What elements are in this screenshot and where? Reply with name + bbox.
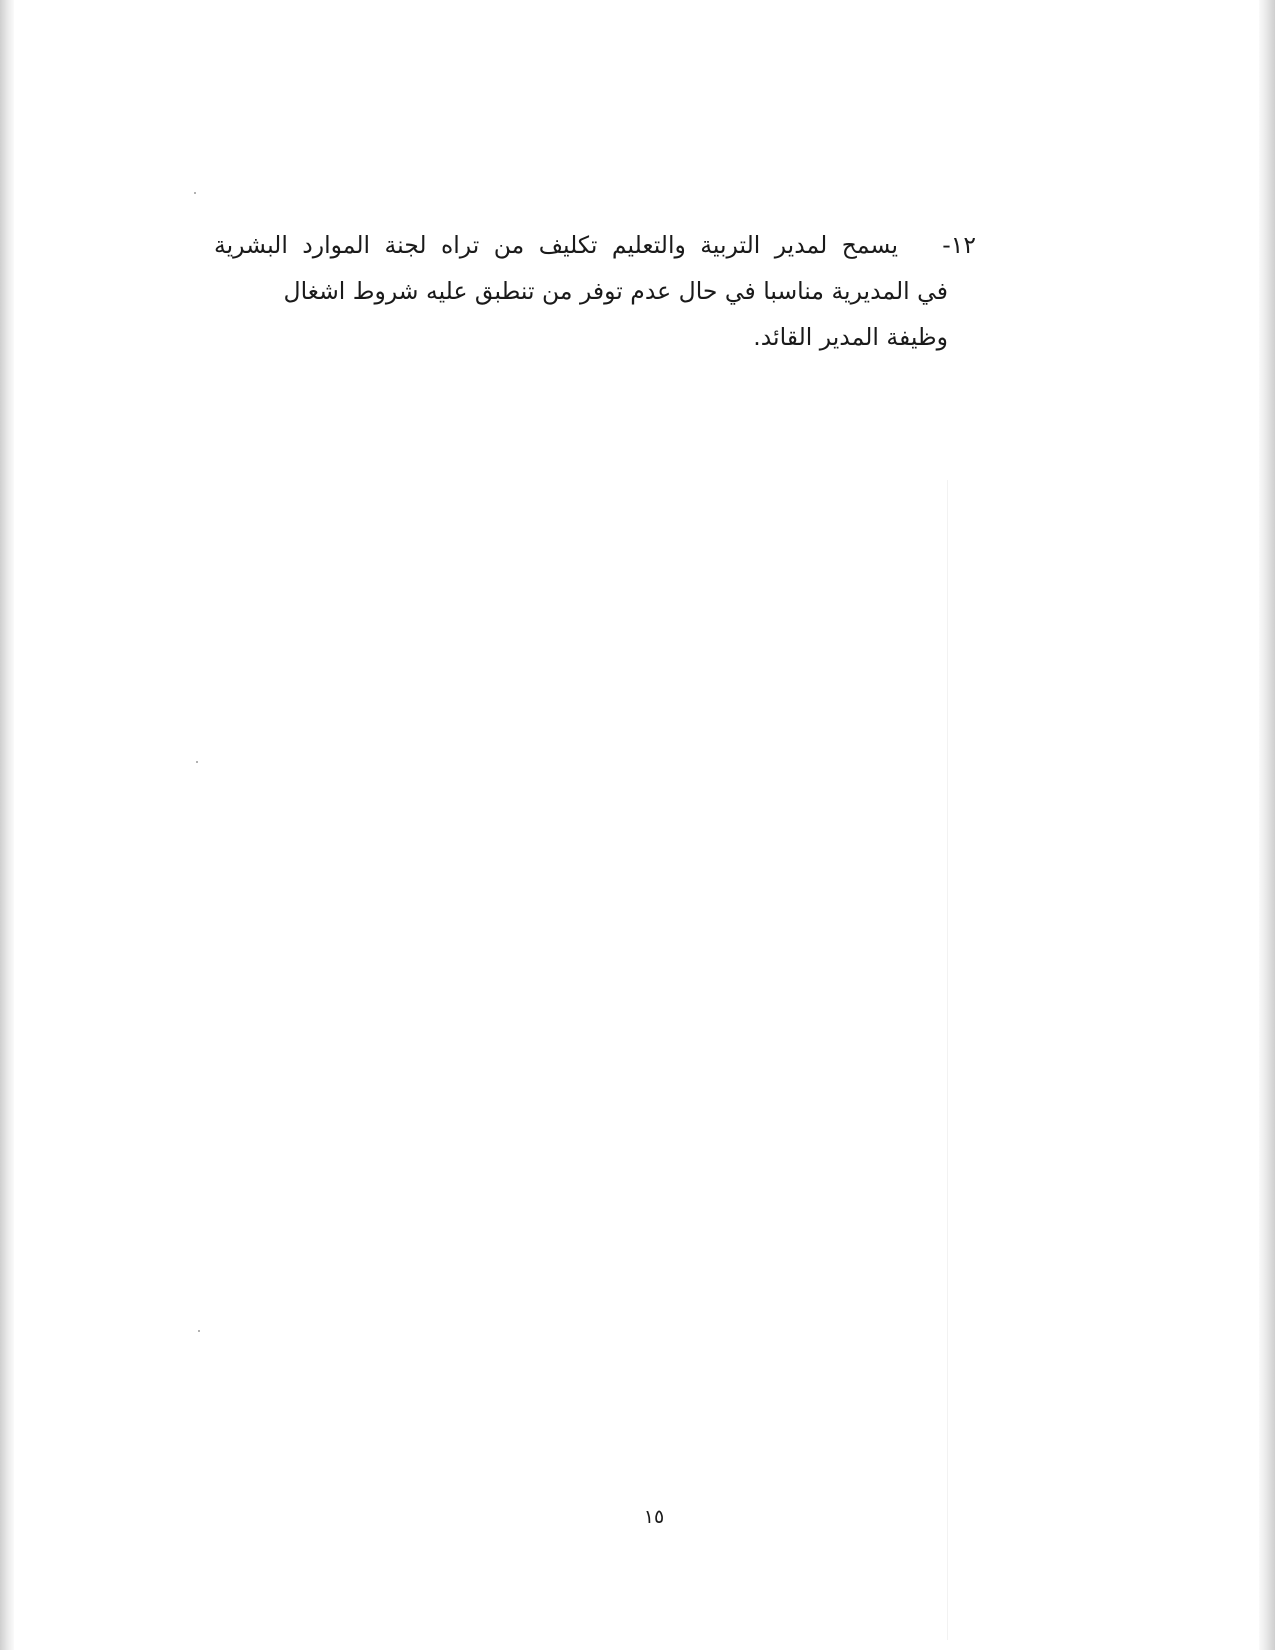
scan-edge-right [1259,0,1275,1650]
page-number: ١٥ [643,1506,665,1528]
clause-line-3: وظيفة المدير القائد. [753,323,948,351]
clause-12 [214,222,976,360]
document-page [14,0,1259,1650]
clause-number: ١٢- [942,231,976,259]
scan-speck [194,192,196,194]
scan-artifact-line [947,480,948,1640]
clause-text-line-1: يسمح لمدير التربية والتعليم تكليف من تراه لجنة الموارد البشرية [214,231,898,259]
scan-speck [196,761,198,763]
scan-edge-left [0,0,14,1650]
clause-line-2: في المديرية مناسبا في حال عدم توفر من تنطبق عليه شروط اشغال [283,277,948,305]
scan-speck [198,1330,200,1332]
clause-line-1 [214,222,976,268]
